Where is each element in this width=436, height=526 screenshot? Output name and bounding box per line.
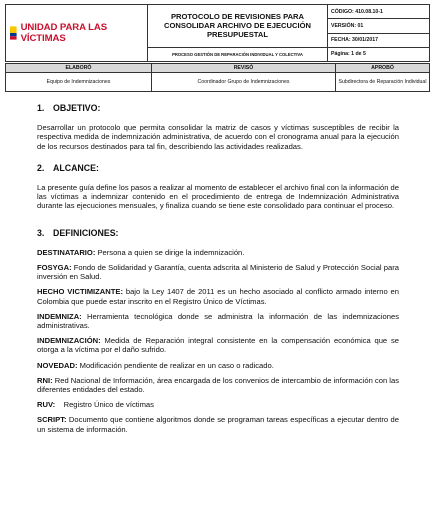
logo-text	[21, 22, 147, 44]
definition-item	[37, 400, 399, 409]
elaboro-header: ELABORÓ	[6, 64, 152, 73]
definition-text: Fondo de Solidaridad y Garantía, cuenta adscrita al Ministerio de Salud y Protección Social para inversión en Salud.	[37, 263, 399, 282]
definition-text: Persona a quien se dirige la indemnización.	[95, 247, 245, 257]
objetivo-paragraph: Desarrollar un protocolo que permita consolidar la matriz de casos y víctimas susceptibles de recibir la respectiva medida de indemnización administrativa, de acuerdo con el cronograma anual para la ejecución de los recursos destinados para tal fin, describiendo las actividades realizadas.	[37, 123, 399, 151]
definition-term: HECHO VICTIMIZANTE:	[37, 287, 123, 297]
definition-text: Documento que contiene algoritmos donde se programan tareas específicas a ejecutar dentro de un sistema de información.	[37, 415, 399, 434]
definition-term: DESTINATARIO:	[37, 247, 96, 257]
alcance-paragraph: La presente guía define los pasos a realizar al momento de establecer el archivo final con la información de las víctimas a indemnizar contenido en el procedimiento de entrega de Indemnización Administrativa durante las ejecuciones mensuales, y finaliza cuando se tiene este consolidado para continuar el proceso.	[37, 183, 399, 211]
colombia-flag-icon	[10, 26, 17, 40]
definition-item	[37, 312, 399, 330]
reviso-value: Coordinador Grupo de Indemnizaciones	[152, 73, 336, 92]
definition-item	[37, 376, 399, 394]
section-number: 1.	[37, 103, 45, 113]
definition-text: Modificación pendiente de realizar en un caso o radicado.	[77, 360, 274, 370]
section-heading: ALCANCE:	[53, 162, 99, 173]
definitions-list	[37, 248, 399, 434]
logo-text-part1: UNIDAD PARA	[20, 22, 89, 33]
document-code: CÓDIGO: 410.08.10-1	[328, 5, 430, 19]
definition-item	[37, 287, 399, 305]
section-title-objetivo	[37, 104, 399, 113]
definition-term: INDEMNIZA:	[37, 311, 82, 321]
page-number: Página: 1 de 5	[328, 47, 430, 61]
document-version: VERSIÓN: 01	[328, 19, 430, 33]
aprobo-value: Subdirectora de Reparación Individual	[336, 73, 430, 92]
definition-item	[37, 263, 399, 281]
process-name: PROCESO GESTIÓN DE REPARACIÓN INDIVIDUAL Y COLECTIVA	[148, 47, 328, 61]
definition-item	[37, 336, 399, 354]
section-title-definiciones	[37, 229, 399, 238]
elaboro-value: Equipo de Indemnizaciones	[6, 73, 152, 92]
definition-term: RNI:	[37, 375, 53, 385]
section-number: 3.	[37, 227, 45, 238]
definition-term: SCRIPT:	[37, 415, 67, 425]
logo-cell	[6, 5, 148, 62]
definition-item	[37, 248, 399, 257]
section-number: 2.	[37, 162, 45, 173]
definition-term: RUV:	[37, 400, 56, 410]
definition-item	[37, 415, 399, 433]
definition-text: bajo la Ley 1407 de 2011 es un hecho asociado al conflicto armado interno en Colombia que puede estar inscrito en el Registro Único de Víctimas.	[37, 287, 400, 306]
section-heading: DEFINICIONES:	[53, 227, 119, 238]
definition-term: FOSYGA:	[37, 263, 72, 273]
definition-text: Herramienta tecnológica donde se administra la información de las indemnizaciones administrativas.	[37, 311, 399, 331]
aprobo-header: APROBÓ	[336, 64, 430, 73]
definition-term: INDEMNIZACIÓN:	[37, 336, 101, 346]
document-date: FECHA: 30/01/2017	[328, 33, 430, 47]
section-title-alcance	[37, 164, 399, 173]
section-heading: OBJETIVO:	[53, 103, 101, 113]
definition-item	[37, 361, 399, 370]
brand-logo	[6, 22, 147, 44]
signature-table	[5, 63, 430, 92]
document-title: PROTOCOLO DE REVISIONES PARA CONSOLIDAR ARCHIVO DE EJECUCIÓN PRESUPUESTAL	[164, 12, 311, 40]
definition-text: Registro Único de víctimas	[55, 400, 154, 410]
document-header-table	[5, 4, 430, 62]
reviso-header: REVISÓ	[152, 64, 336, 73]
title-cell	[148, 5, 328, 48]
document-body	[37, 104, 399, 440]
definition-text: Medida de Reparación integral consistente en la compensación económica que se otorga a la víctima por el daño sufrido.	[37, 336, 399, 355]
definition-text: Red Nacional de Información, área encargada de los convenios de intercambio de información con las diferentes entidades del estado.	[37, 375, 399, 395]
definition-term: NOVEDAD:	[37, 360, 78, 370]
logo-text-part2: LAS VÍCTIMAS	[20, 22, 108, 44]
